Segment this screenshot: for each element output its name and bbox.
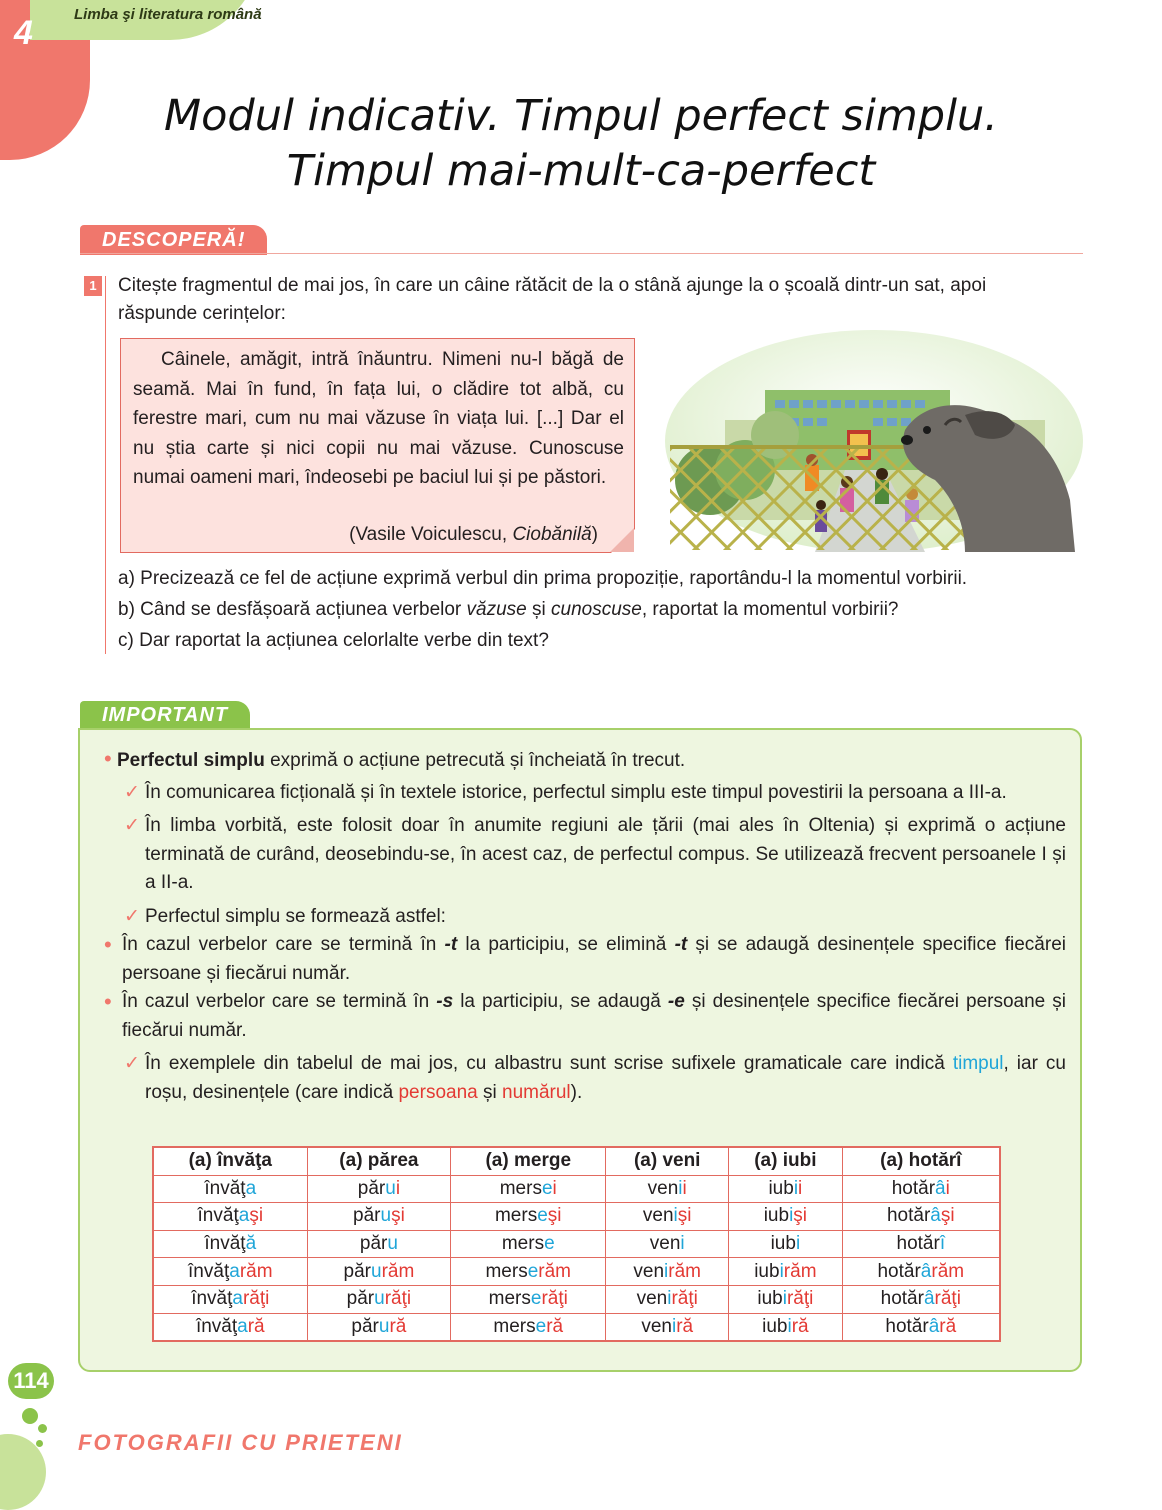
question-b: b) Când se desfășoară acțiunea verbelor văzuse și cunoscuse, raportat la momentul vorbirii?: [118, 599, 899, 620]
tense-suffix: â: [923, 1288, 935, 1310]
verb-stem: învăţ: [191, 1288, 233, 1310]
person-ending: şi: [547, 1205, 562, 1227]
section-divider: [80, 253, 1083, 254]
tense-suffix: î: [939, 1233, 946, 1255]
verb-stem: păr: [351, 1315, 379, 1337]
verb-stem: păr: [357, 1177, 386, 1199]
verb-stem: învăţ: [188, 1260, 230, 1282]
person-ending: răm: [783, 1260, 817, 1282]
table-cell: [842, 1258, 1000, 1286]
person-ending: şi: [249, 1205, 264, 1227]
table-row: [153, 1285, 1000, 1313]
tense-suffix: u: [374, 1288, 385, 1310]
person-ending: ră: [791, 1315, 809, 1337]
table-cell: [842, 1230, 1000, 1258]
column-header: (a) învăţa: [153, 1147, 307, 1175]
page-number: 114: [8, 1363, 54, 1399]
tense-suffix: â: [920, 1260, 932, 1282]
person-ending: i: [395, 1177, 401, 1199]
person-ending: i: [798, 1177, 803, 1199]
tense-suffix: i: [671, 1315, 677, 1337]
rule-c1: ✓ În comunicarea ficțională și în textele istorice, perfectul simplu este timpul povestirii la persoana a III-a.: [124, 779, 1066, 808]
person-ending: ră: [546, 1315, 564, 1337]
person-ending: răţi: [671, 1288, 698, 1310]
check-icon: ✓: [124, 781, 140, 803]
table-cell: [307, 1230, 451, 1258]
person-ending: răţi: [541, 1288, 568, 1310]
decor-dot: [22, 1408, 38, 1424]
verb-stem: iub: [768, 1177, 794, 1199]
table-cell: [451, 1175, 606, 1203]
page-title-line1: Modul indicativ. Timpul perfect simplu.: [164, 91, 998, 141]
quote-text: Câinele, amăgit, intră înăuntru. Nimeni nu-l băgă de seamă. Mai în fund, în fața lui, o clădire tot albă, cu ferestre mari, cum nu mai văzuse în viața lui. [...] Dar el nu știa carte și nici copii nu mai văzuse. Cunoscuse numai oameni mari, îndeosebi pe baciul lui și pe păstori.: [133, 349, 624, 488]
rule-b2: • În cazul verbelor care se termină în -t la participiu, se elimină -t și se adaugă desinențele specifice fiecărei persoane și fiecărui număr.: [104, 931, 1066, 988]
person-ending: ră: [676, 1315, 694, 1337]
verb-stem: învăţ: [204, 1233, 246, 1255]
person-ending: i: [552, 1177, 557, 1199]
table-cell: [153, 1285, 307, 1313]
tense-suffix: i: [793, 1177, 799, 1199]
verb-stem: mers: [488, 1288, 531, 1310]
table-cell: [451, 1203, 606, 1231]
table-row: [153, 1203, 1000, 1231]
verb-stem: ven: [647, 1177, 679, 1199]
person-ending: răm: [239, 1260, 273, 1282]
person-ending: răţi: [384, 1288, 412, 1310]
tense-suffix: u: [387, 1233, 398, 1255]
verb-stem: ven: [636, 1288, 668, 1310]
tense-suffix: i: [667, 1288, 672, 1310]
person-ending: răţi: [934, 1288, 961, 1310]
tense-suffix: a: [245, 1177, 257, 1199]
questions: [118, 565, 1083, 655]
rule-p1: • Perfectul simplu exprimă o acțiune petrecută și încheiată în trecut.: [104, 746, 686, 771]
person-ending: răm: [668, 1260, 702, 1282]
verb-stem: mers: [485, 1260, 528, 1282]
verb-stem: învăţ: [204, 1177, 246, 1199]
table-cell: [842, 1313, 1000, 1341]
table-cell: [153, 1313, 307, 1341]
tense-suffix: a: [229, 1260, 240, 1282]
tense-suffix: i: [678, 1177, 683, 1199]
tense-suffix: u: [370, 1260, 382, 1282]
chapter-number: 4: [14, 14, 33, 52]
table-cell: [153, 1175, 307, 1203]
tense-suffix: i: [664, 1260, 669, 1282]
table-cell: [307, 1258, 451, 1286]
tense-suffix: e: [537, 1205, 548, 1227]
table-cell: [451, 1230, 606, 1258]
check-icon: ✓: [124, 905, 140, 927]
question-c: c) Dar raportat la acțiunea celorlalte verbe din text?: [118, 630, 549, 651]
table-cell: [729, 1313, 842, 1341]
person-ending: ră: [247, 1315, 265, 1337]
school-dog-illustration: [665, 330, 1083, 552]
quote-source: (Vasile Voiculescu, Ciobănilă): [349, 524, 598, 545]
verb-stem: învăţ: [195, 1315, 238, 1337]
person-ending: şi: [391, 1205, 405, 1227]
person-ending: răm: [381, 1260, 415, 1282]
person-ending: şi: [793, 1205, 808, 1227]
column-header: (a) iubi: [729, 1147, 842, 1175]
tense-suffix: i: [680, 1233, 685, 1255]
verb-stem: iub: [754, 1260, 780, 1282]
tense-suffix: e: [527, 1260, 539, 1282]
table-row: [153, 1258, 1000, 1286]
tense-suffix: u: [378, 1315, 390, 1337]
bullet-icon: •: [104, 746, 112, 771]
tense-suffix: u: [385, 1177, 396, 1199]
tense-suffix: i: [787, 1315, 792, 1337]
unit-title: FOTOGRAFII CU PRIETENI: [78, 1430, 403, 1455]
tense-suffix: u: [380, 1205, 392, 1227]
tense-suffix: i: [779, 1260, 784, 1282]
table-cell: [606, 1230, 729, 1258]
verb-stem: hotăr: [891, 1177, 936, 1199]
table-cell: [451, 1313, 606, 1341]
tense-suffix: e: [541, 1177, 553, 1199]
tense-suffix: i: [673, 1205, 678, 1227]
table-cell: [307, 1203, 451, 1231]
verb-stem: hotăr: [877, 1260, 921, 1282]
verb-stem: ven: [642, 1205, 674, 1227]
column-header: (a) hotărî: [842, 1147, 1000, 1175]
check-icon: ✓: [124, 815, 140, 836]
person-ending: ră: [389, 1315, 407, 1337]
table-cell: [307, 1175, 451, 1203]
table-cell: [842, 1175, 1000, 1203]
verb-stem: iub: [763, 1205, 790, 1227]
person-ending: răm: [931, 1260, 965, 1282]
column-header: (a) părea: [307, 1147, 451, 1175]
verb-stem: învăţ: [197, 1205, 239, 1227]
table-cell: [606, 1285, 729, 1313]
table-cell: [451, 1285, 606, 1313]
tense-suffix: i: [789, 1205, 794, 1227]
column-header: (a) merge: [451, 1147, 606, 1175]
question-a: a) Precizează ce fel de acțiune exprimă verbul din prima propoziție, raportându-l la momentul vorbirii.: [118, 568, 968, 589]
page-title-line2: Timpul mai-mult-ca-perfect: [286, 146, 876, 196]
verb-stem: hotăr: [886, 1205, 931, 1227]
table-cell: [729, 1175, 842, 1203]
table-cell: [729, 1203, 842, 1231]
verb-stem: ven: [633, 1260, 665, 1282]
tense-suffix: â: [935, 1177, 946, 1199]
verb-stem: hotăr: [885, 1315, 929, 1337]
table-cell: [307, 1313, 451, 1341]
rule-c3: ✓ Perfectul simplu se formează astfel:: [124, 903, 1066, 932]
verb-stem: mers: [493, 1315, 536, 1337]
table-cell: [606, 1203, 729, 1231]
bullet-icon: •: [104, 989, 112, 1014]
rule-c4: ✓ În exemplele din tabelul de mai jos, cu albastru sunt scrise sufixele gramaticale care indică timpul, iar cu roșu, desinențele (care indică persoana și numărul).: [124, 1050, 1066, 1107]
tense-suffix: a: [232, 1288, 243, 1310]
tense-suffix: e: [530, 1288, 542, 1310]
tense-suffix: a: [238, 1205, 250, 1227]
task-number: 1: [84, 276, 102, 296]
table-cell: [153, 1230, 307, 1258]
table-cell: [729, 1230, 842, 1258]
person-ending: ră: [939, 1315, 957, 1337]
tense-suffix: â: [930, 1205, 941, 1227]
task-instruction: [118, 272, 1083, 328]
verb-stem: mers: [494, 1205, 538, 1227]
table-cell: [729, 1285, 842, 1313]
column-header: (a) veni: [606, 1147, 729, 1175]
instruction-line2: răspunde cerințelor:: [118, 303, 286, 324]
important-label: IMPORTANT: [80, 701, 250, 730]
table-cell: [606, 1258, 729, 1286]
person-ending: răm: [538, 1260, 572, 1282]
decor-dot: [38, 1424, 47, 1433]
person-ending: i: [945, 1177, 950, 1199]
rule-c2: ✓ În limba vorbită, este folosit doar în anumite regiuni ale țării (mai ales în Oltenia) și exprimă o acțiune terminată de curând, deosebindu-se, în acest caz, de perfectul compus. Se utilizează frecvent persoanele I și a II-a.: [124, 812, 1066, 898]
table-cell: [153, 1203, 307, 1231]
tense-suffix: a: [237, 1315, 248, 1337]
table-cell: [606, 1175, 729, 1203]
tense-suffix: i: [782, 1288, 787, 1310]
person-ending: i: [682, 1177, 687, 1199]
tense-suffix: i: [795, 1233, 801, 1255]
person-ending: şi: [677, 1205, 692, 1227]
table-cell: [842, 1285, 1000, 1313]
page-fold-corner: [610, 528, 634, 552]
verb-stem: hotăr: [896, 1233, 940, 1255]
verb-stem: mers: [499, 1177, 542, 1199]
verb-stem: ven: [641, 1315, 672, 1337]
tense-suffix: e: [535, 1315, 547, 1337]
person-ending: răţi: [242, 1288, 270, 1310]
important-content: [104, 745, 1066, 1107]
quote-box: [120, 338, 635, 553]
tense-suffix: â: [928, 1315, 940, 1337]
decor-dot: [36, 1440, 43, 1447]
table-row: [153, 1230, 1000, 1258]
verb-stem: păr: [343, 1260, 371, 1282]
verb-stem: ven: [649, 1233, 681, 1255]
rule-b3: • În cazul verbelor care se termină în -s la participiu, se adaugă -e și desinențele specifice fiecărei persoane și fiecărui număr.: [104, 988, 1066, 1045]
verb-stem: mers: [501, 1233, 545, 1255]
table-cell: [307, 1285, 451, 1313]
subject-name: Limba şi literatura română: [74, 6, 262, 23]
check-icon: ✓: [124, 1053, 140, 1074]
table-row: [153, 1175, 1000, 1203]
table-row: [153, 1313, 1000, 1341]
verb-stem: iub: [762, 1315, 788, 1337]
table-cell: [842, 1203, 1000, 1231]
quote-source-title: Ciobănilă: [512, 524, 592, 545]
table-cell: [606, 1313, 729, 1341]
table-header-row: [153, 1147, 1000, 1175]
verb-stem: păr: [353, 1205, 381, 1227]
table-cell: [451, 1258, 606, 1286]
verb-stem: hotăr: [880, 1288, 924, 1310]
person-ending: şi: [940, 1205, 955, 1227]
conjugation-table: [152, 1146, 1001, 1342]
bullet-icon: •: [104, 932, 112, 957]
verb-stem: păr: [359, 1233, 388, 1255]
table-cell: [729, 1258, 842, 1286]
person-ending: răţi: [786, 1288, 814, 1310]
task-margin-line: [105, 276, 106, 654]
table-cell: [153, 1258, 307, 1286]
tense-suffix: e: [544, 1233, 555, 1255]
tense-suffix: ă: [245, 1233, 257, 1255]
descopera-label: DESCOPERĂ!: [80, 225, 267, 255]
verb-stem: iub: [770, 1233, 796, 1255]
instruction-line1: Citește fragmentul de mai jos, în care un câine rătăcit de la o stână ajunge la o școală dintr-un sat, apoi: [118, 275, 987, 296]
verb-stem: păr: [346, 1288, 375, 1310]
verb-stem: iub: [757, 1288, 783, 1310]
